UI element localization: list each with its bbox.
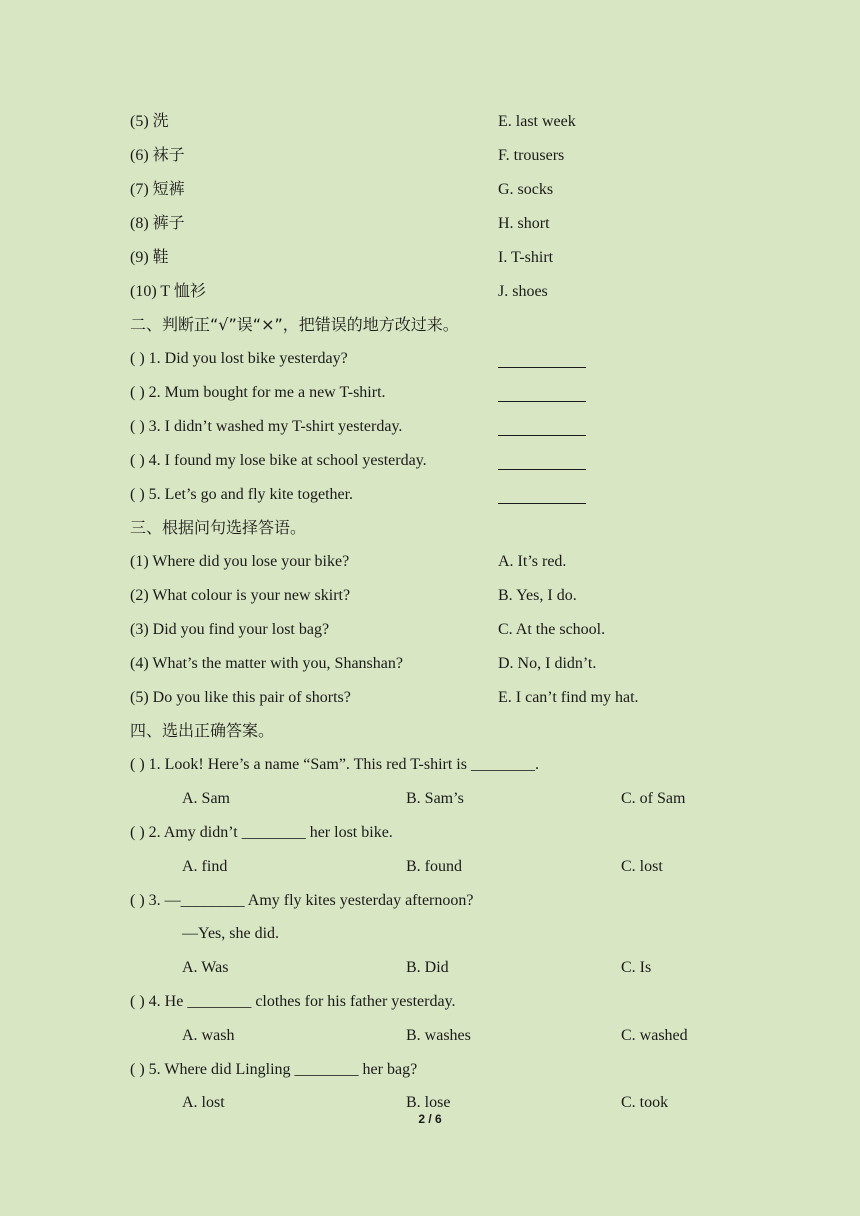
mc-question-4 — [130, 990, 770, 1014]
judge-row — [130, 381, 770, 405]
match-row — [130, 280, 770, 304]
answer-choice: E. I can’t find my hat. — [498, 689, 639, 706]
option-a[interactable]: A. find — [182, 858, 228, 875]
answer-blank[interactable] — [498, 453, 586, 470]
answer-blank[interactable] — [498, 419, 586, 436]
match-row — [130, 246, 770, 270]
page-number: 2 / 6 — [418, 1112, 442, 1126]
question: (3) Did you find your lost bag? — [130, 621, 330, 638]
option-b[interactable]: B. found — [406, 858, 462, 875]
option-b[interactable]: B. Did — [406, 959, 449, 976]
match-english: E. last week — [498, 113, 576, 130]
judge-sentence: ( ) 3. I didn’t washed my T-shirt yesterday. — [130, 418, 403, 435]
answer-blank[interactable] — [498, 385, 586, 402]
question-stem: ( ) 5. Where did Lingling ________ her bag? — [130, 1061, 418, 1078]
match-row — [130, 212, 770, 236]
qa-row — [130, 550, 770, 574]
judge-sentence: ( ) 5. Let’s go and fly kite together. — [130, 486, 354, 503]
option-c[interactable]: C. of Sam — [621, 790, 686, 807]
section-2-title: 二、判断正“√”误“×”，把错误的地方改过来。 — [130, 315, 459, 334]
option-a[interactable]: A. Was — [182, 959, 229, 976]
qa-row — [130, 584, 770, 608]
answer-choice: C. At the school. — [498, 621, 606, 638]
option-b[interactable]: B. Sam’s — [406, 790, 464, 807]
answer-choice: A. It’s red. — [498, 553, 567, 570]
judge-sentence: ( ) 1. Did you lost bike yesterday? — [130, 350, 348, 367]
qa-row — [130, 686, 770, 710]
judge-row — [130, 483, 770, 507]
match-row — [130, 144, 770, 168]
judge-sentence: ( ) 4. I found my lose bike at school yesterday. — [130, 452, 427, 469]
match-chinese: (6) 袜子 — [130, 147, 185, 164]
question-stem: ( ) 2. Amy didn’t ________ her lost bike. — [130, 824, 393, 841]
question-stem: ( ) 4. He ________ clothes for his father yesterday. — [130, 993, 456, 1010]
qa-row — [130, 652, 770, 676]
match-english: J. shoes — [498, 283, 548, 300]
match-english: H. short — [498, 215, 550, 232]
answer-choice: B. Yes, I do. — [498, 587, 577, 604]
match-chinese: (7) 短裤 — [130, 181, 185, 198]
option-c[interactable]: C. lost — [621, 858, 663, 875]
match-chinese: (9) 鞋 — [130, 249, 169, 266]
judge-sentence: ( ) 2. Mum bought for me a new T-shirt. — [130, 384, 386, 401]
section-3-title: 三、根据问句选择答语。 — [130, 518, 307, 537]
answer-blank[interactable] — [498, 351, 586, 368]
option-a[interactable]: A. Sam — [182, 790, 230, 807]
mc-question-5 — [130, 1058, 770, 1082]
question-stem: ( ) 1. Look! Here’s a name “Sam”. This red T-shirt is ________. — [130, 756, 539, 773]
match-row — [130, 178, 770, 202]
question: (1) Where did you lose your bike? — [130, 553, 350, 570]
question-stem: ( ) 3. —________ Amy fly kites yesterday afternoon? — [130, 892, 474, 909]
option-c[interactable]: C. washed — [621, 1027, 688, 1044]
judge-row — [130, 415, 770, 439]
mc-question-2 — [130, 821, 770, 845]
match-chinese: (8) 裤子 — [130, 215, 185, 232]
option-a[interactable]: A. wash — [182, 1027, 235, 1044]
option-c[interactable]: C. Is — [621, 959, 652, 976]
match-chinese: (10) T 恤衫 — [130, 283, 206, 300]
option-b[interactable]: B. lose — [406, 1094, 451, 1111]
mc-question-1 — [130, 753, 770, 777]
match-english: G. socks — [498, 181, 554, 198]
section-4-title: 四、选出正确答案。 — [130, 721, 275, 740]
judge-row — [130, 347, 770, 371]
qa-row — [130, 618, 770, 642]
match-chinese: (5) 洗 — [130, 113, 169, 130]
match-english: I. T-shirt — [498, 249, 554, 266]
answer-choice: D. No, I didn’t. — [498, 655, 597, 672]
match-row — [130, 110, 770, 134]
question: (4) What’s the matter with you, Shanshan? — [130, 655, 403, 672]
option-c[interactable]: C. took — [621, 1094, 669, 1111]
match-english: F. trousers — [498, 147, 565, 164]
question-dialogue-line: —Yes, she did. — [182, 925, 280, 942]
mc-question-3 — [130, 889, 770, 913]
judge-row — [130, 449, 770, 473]
question: (2) What colour is your new skirt? — [130, 587, 351, 604]
option-a[interactable]: A. lost — [182, 1094, 225, 1111]
option-b[interactable]: B. washes — [406, 1027, 471, 1044]
answer-blank[interactable] — [498, 487, 586, 504]
question: (5) Do you like this pair of shorts? — [130, 689, 351, 706]
